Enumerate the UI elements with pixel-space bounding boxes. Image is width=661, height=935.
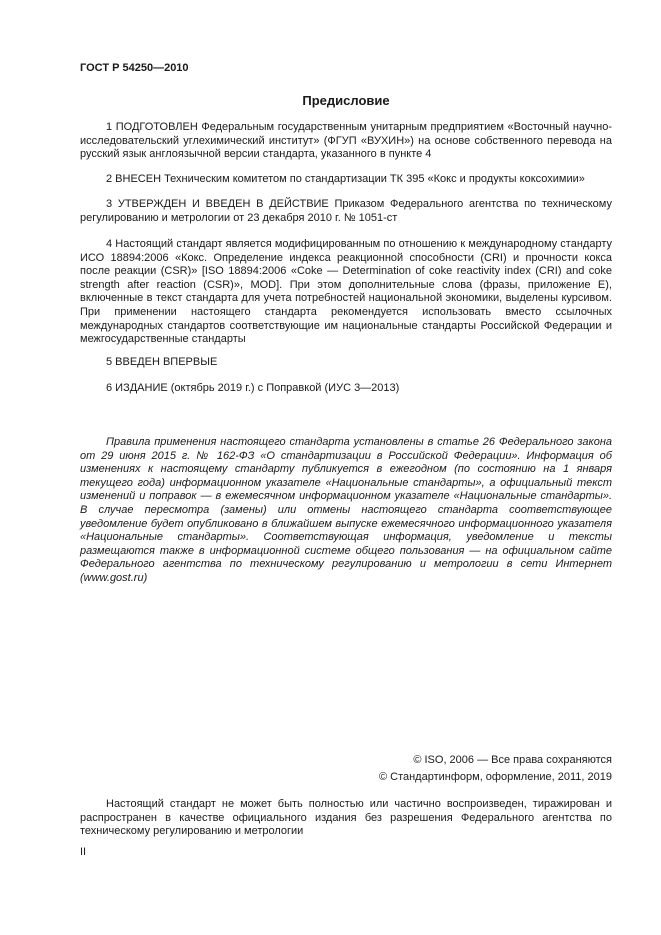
- foreword-item-2: 2 ВНЕСЕН Техническим комитетом по стандартизации ТК 395 «Кокс и продукты коксохимии»: [106, 173, 585, 185]
- page-title: Предисловие: [302, 93, 390, 108]
- foreword-item-6: 6 ИЗДАНИЕ (октябрь 2019 г.) с Поправкой (ИУС 3—2013): [106, 382, 400, 394]
- page-number: II: [80, 846, 87, 858]
- foreword-item-5: 5 ВВЕДЕН ВПЕРВЫЕ: [106, 356, 218, 368]
- foreword-item-3: 3 УТВЕРЖДЕН И ВВЕДЕН В ДЕЙСТВИЕ Приказом Федерального агентства по техническому регулированию и метрологии от 23 декабря 2010 г. № 1051-ст: [80, 198, 612, 224]
- standard-designation: ГОСТ Р 54250—2010: [80, 62, 189, 74]
- foreword-item-4: 4 Настоящий стандарт является модифицированным по отношению к международному стандарту ИСО 18894:2006 «Кокс. Определение индекса реакционной способности (CRI) и прочности кокса после реакции (CSR)» [ISO 18894:2006 «Coke — Determination of coke reactivity index (CRI) and coke strength after reaction (CSR)», MOD]. При этом дополнительные слова (фразы, приложение Е), включенные в текст стандарта для учета потребностей национальной экономики, выделены курсивом. При применении настоящего стандарта рекомендуется использовать вместо ссылочных международных стандартов соответствующие им национальные стандарты Российской Федерации и межгосударственные стандарты: [80, 238, 612, 346]
- foreword-item-1: 1 ПОДГОТОВЛЕН Федеральным государственным унитарным предприятием «Восточный научно-исследовательский углехимический институт» (ФГУП «ВУХИН») на основе собственного перевода на русский язык англоязычной версии стандарта, указанного в пункте 4: [80, 121, 612, 161]
- reproduction-notice: Настоящий стандарт не может быть полностью или частично воспроизведен, тиражирован и распространен в качестве официального издания без разрешения Федерального агентства по техническому регулированию и метрологии: [80, 798, 612, 838]
- application-rules-note: Правила применения настоящего стандарта установлены в статье 26 Федерального закона от 29 июня 2015 г. № 162-ФЗ «О стандартизации в Российской Федерации». Информация об изменениях к настоящему стандарту публикуется в ежегодном (по состоянию на 1 января текущего года) информационном указателе «Национальные стандарты», а официальный текст изменений и поправок — в ежемесячном информационном указателе «Национальные стандарты». В случае пересмотра (замены) или отмены настоящего стандарта соответствующее уведомление будет опубликовано в ближайшем выпуске ежемесячного информационного указателя «Национальные стандарты». Соответствующая информация, уведомление и тексты размещаются также в информационной системе общего пользования — на официальном сайте Федерального агентства по техническому регулированию и метрологии в сети Интернет (www.gost.ru): [80, 436, 612, 584]
- copyright-iso: © ISO, 2006 — Все права сохраняются: [413, 754, 612, 766]
- copyright-standartinform: © Стандартинформ, оформление, 2011, 2019: [378, 771, 612, 783]
